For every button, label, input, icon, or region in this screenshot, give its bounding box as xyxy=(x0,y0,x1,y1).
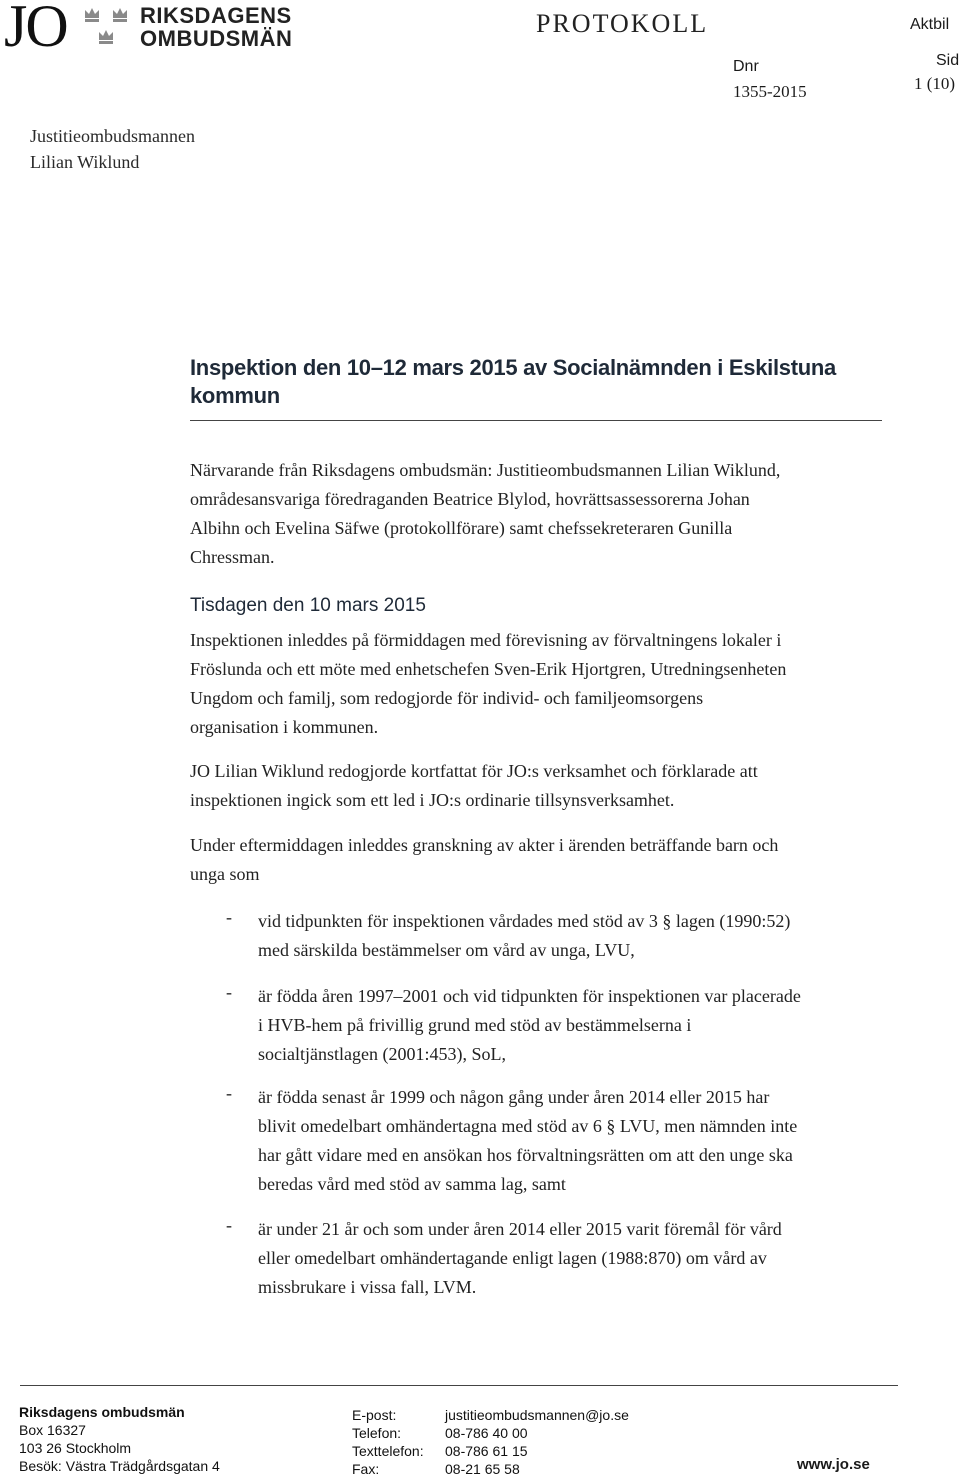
footer-org-name: Riksdagens ombudsmän xyxy=(19,1404,185,1420)
text-line: Fröslunda och ett möte med enhetschefen Sven-Erik Hjortgren, Utredningsenheten xyxy=(190,659,787,679)
title-divider xyxy=(190,420,882,421)
text-line: socialtjänstlagen (2001:453), SoL, xyxy=(258,1044,506,1064)
text-line: beredas vård med stöd av samma lag, samt xyxy=(258,1174,566,1194)
text-line: eller omedelbart omhändertagande enligt lagen (1988:870) om vård av xyxy=(258,1248,767,1268)
text-line: unga som xyxy=(190,864,260,884)
footer-postal: 103 26 Stockholm xyxy=(19,1440,132,1456)
bullet-dash: - xyxy=(226,982,232,1002)
email-label: E-post: xyxy=(352,1407,397,1423)
website-link[interactable]: www.jo.se xyxy=(797,1456,870,1473)
sid-value: 1 (10) xyxy=(914,74,956,93)
text-line: har gått vidare med en ansökan hos förvaltningsrätten om att den unge ska xyxy=(258,1145,793,1165)
text-line: Under eftermiddagen inleddes granskning av akter i ärenden beträffande barn och xyxy=(190,835,779,855)
text-line: Inspektionen inleddes på förmiddagen med förevisning av förvaltningens lokaler i xyxy=(190,630,782,650)
dnr-label: Dnr xyxy=(733,58,759,75)
day-heading: Tisdagen den 10 mars 2015 xyxy=(190,595,426,616)
afternoon-paragraph xyxy=(190,831,890,889)
text-line: missbrukare i vissa fall, LVM. xyxy=(258,1277,477,1297)
text-line: är födda senast år 1999 och någon gång under åren 2014 eller 2015 har xyxy=(258,1087,770,1107)
dnr-value: 1355-2015 xyxy=(733,82,807,101)
aktbil-label: Aktbil xyxy=(910,16,950,33)
jo-paragraph xyxy=(190,757,890,815)
textphone-label: Texttelefon: xyxy=(352,1443,424,1459)
email-link[interactable]: justitieombudsmannen@jo.se xyxy=(445,1407,629,1423)
footer-visit: Besök: Västra Trädgårdsgatan 4 xyxy=(19,1458,220,1474)
title-line-2: kommun xyxy=(190,383,280,408)
text-line: med särskilda bestämmelser om vård av unga, LVU, xyxy=(258,940,635,960)
fax-value: 08-21 65 58 xyxy=(445,1461,520,1477)
text-line: blivit omedelbart omhändertagna med stöd av 6 § LVU, men nämnden inte xyxy=(258,1116,798,1136)
list-item xyxy=(258,982,898,1069)
text-line: är under 21 år och som under åren 2014 eller 2015 varit föremål för vård xyxy=(258,1219,782,1239)
text-line: i HVB-hem på frivillig grund med stöd av bestämmelserna i xyxy=(258,1015,692,1035)
document-type: PROTOKOLL xyxy=(536,9,709,38)
text-line: Närvarande från Riksdagens ombudsmän: Justitieombudsmannen Lilian Wiklund, xyxy=(190,460,781,480)
footer-box: Box 16327 xyxy=(19,1422,86,1438)
footer-address xyxy=(19,1403,220,1475)
list-item xyxy=(258,907,898,965)
bullet-dash: - xyxy=(226,907,232,927)
sid-label: Sid xyxy=(936,52,960,69)
inspection-paragraph xyxy=(190,626,890,742)
title-line-1: Inspektion den 10–12 mars 2015 av Socialnämnden i Eskilstuna xyxy=(190,355,836,380)
logo-line-2: OMBUDSMÄN xyxy=(140,26,293,51)
list-item xyxy=(258,1215,898,1302)
fax-label: Fax: xyxy=(352,1461,380,1477)
footer-contact-labels xyxy=(352,1406,424,1478)
text-line: Chressman. xyxy=(190,547,275,567)
bullet-dash: - xyxy=(226,1215,232,1235)
text-line: inspektionen ingick som ett led i JO:s ordinarie tillsynsverksamhet. xyxy=(190,790,675,810)
textphone-value: 08-786 61 15 xyxy=(445,1443,528,1459)
text-line: Ungdom och familj, som redogjorde för individ- och familjeomsorgens xyxy=(190,688,704,708)
three-crowns-icon xyxy=(82,2,132,50)
text-line: JO Lilian Wiklund redogjorde kortfattat för JO:s verksamhet och förklarade att xyxy=(190,761,758,781)
text-line: organisation i kommunen. xyxy=(190,717,379,737)
phone-value: 08-786 40 00 xyxy=(445,1425,528,1441)
bullet-dash: - xyxy=(226,1083,232,1103)
logo-jo: JO xyxy=(4,0,67,59)
list-item xyxy=(258,1083,898,1199)
text-line: områdesansvariga föredraganden Beatrice Blylod, hovrättsassessorerna Johan xyxy=(190,489,750,509)
footer-divider xyxy=(20,1385,898,1386)
sender-block xyxy=(30,123,195,175)
sender-name: Lilian Wiklund xyxy=(30,152,140,172)
text-line: vid tidpunkten för inspektionen vårdades med stöd av 3 § lagen (1990:52) xyxy=(258,911,791,931)
footer-contact-values xyxy=(445,1406,629,1478)
logo-line-1: RIKSDAGENS xyxy=(140,3,292,28)
present-paragraph xyxy=(190,456,890,572)
phone-label: Telefon: xyxy=(352,1425,402,1441)
document-title xyxy=(190,354,880,410)
sender-title: Justitieombudsmannen xyxy=(30,126,195,146)
text-line: Albihn och Evelina Säfwe (protokollförare) samt chefssekreteraren Gunilla xyxy=(190,518,733,538)
text-line: är födda åren 1997–2001 och vid tidpunkten för inspektionen var placerade xyxy=(258,986,801,1006)
logo-wordmark xyxy=(140,4,292,50)
